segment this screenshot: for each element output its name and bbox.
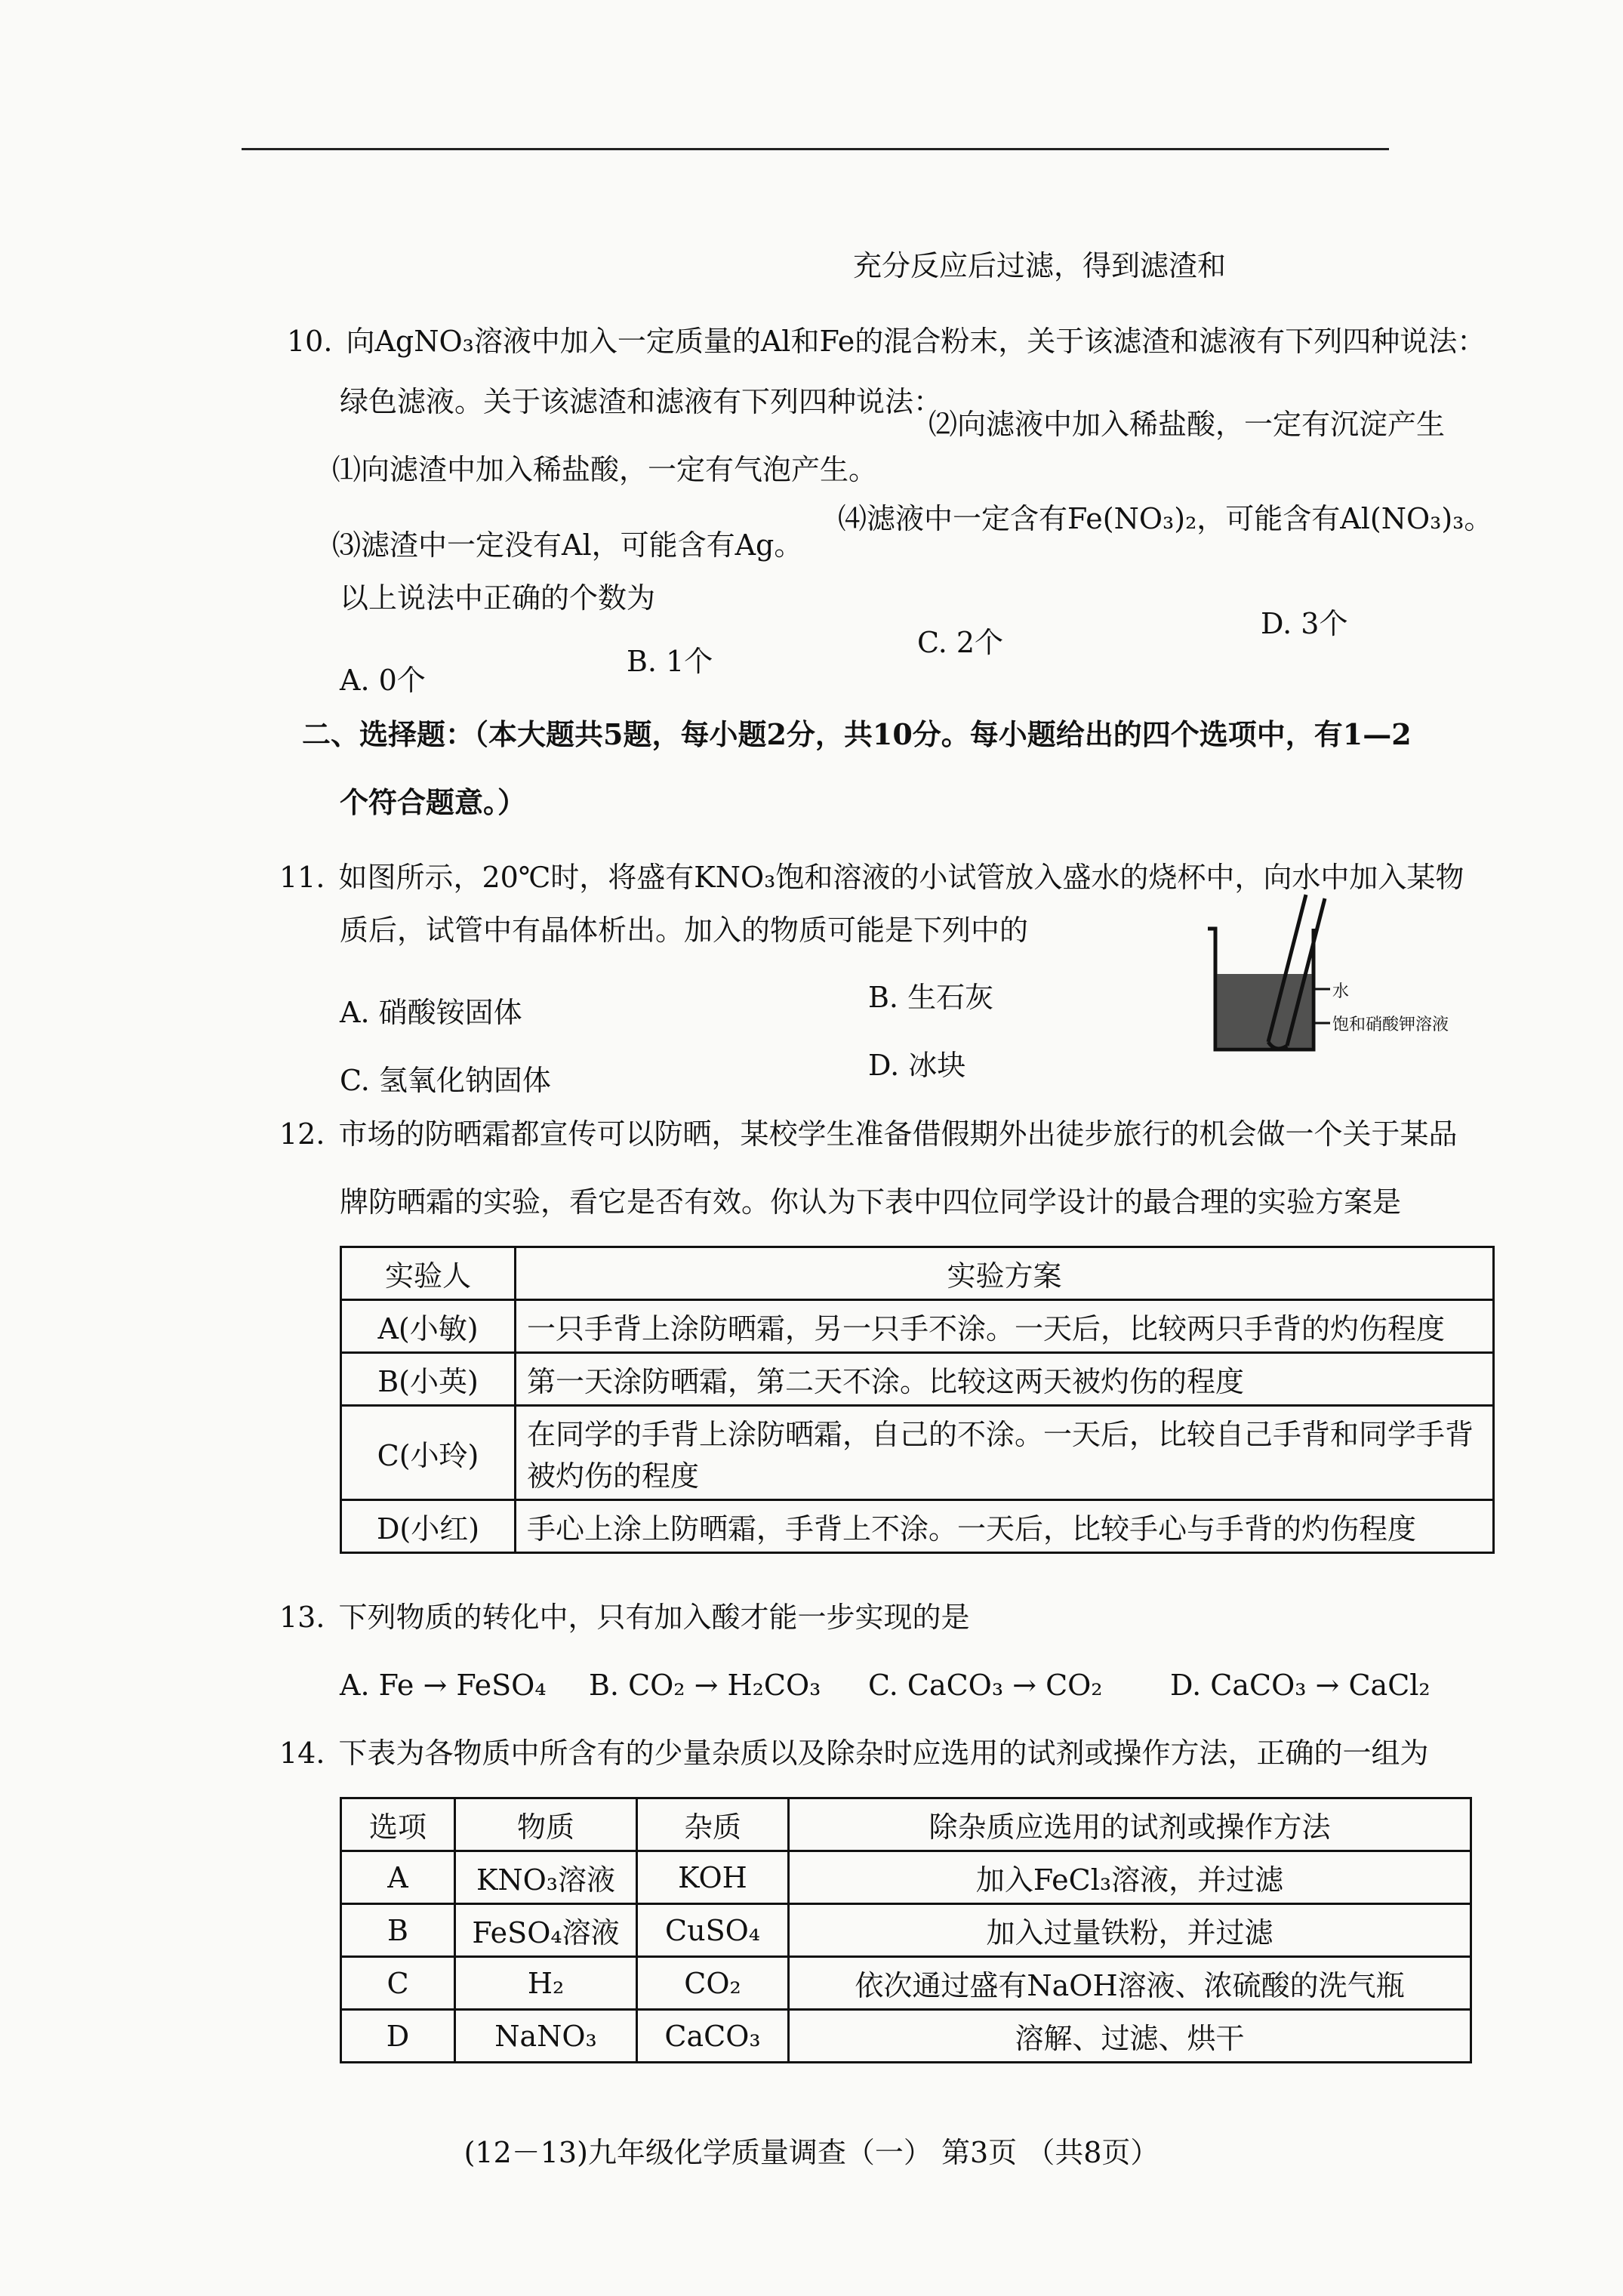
q14-stem [279, 1737, 1428, 1771]
beaker-test-tube-figure [1200, 891, 1351, 1065]
q13-number: 13. [279, 1601, 325, 1634]
row-substance: FeSO₄溶液 [455, 1904, 637, 1957]
q13-option-c: C. CaCO₃ → CO₂ [868, 1669, 1103, 1702]
q11-line1: 如图所示，20℃时，将盛有KNO₃饱和溶液的小试管放入盛水的烧杯中，向水中加入某物 [338, 861, 1464, 894]
q10-statement-3: ⑶滤渣中一定没有Al，可能含有Ag。 [332, 529, 803, 562]
q14-impurity-table [340, 1797, 1472, 2063]
row-experimenter: A(小敏) [341, 1300, 516, 1353]
q14-number: 14. [279, 1737, 325, 1770]
top-rule [242, 148, 1389, 150]
q14-line1: 下表为各物质中所含有的少量杂质以及除杂时应选用的试剂或操作方法，正确的一组为 [338, 1737, 1429, 1770]
row-plan: 一只手背上涂防晒霜，另一只手不涂。一天后，比较两只手背的灼伤程度 [516, 1300, 1494, 1353]
q11-option-d: D. 冰块 [868, 1049, 966, 1082]
q13-option-d: D. CaCO₃ → CaCl₂ [1170, 1669, 1431, 1702]
table-row [341, 1300, 1494, 1353]
row-method: 溶解、过滤、烘干 [789, 2010, 1471, 2063]
header-method: 除杂质应选用的试剂或操作方法 [789, 1798, 1471, 1851]
section2-heading-cont: 个符合题意。） [340, 785, 527, 819]
row-option: D [341, 2010, 455, 2063]
header-substance: 物质 [455, 1798, 637, 1851]
q10-question: 以上说法中正确的个数为 [340, 581, 656, 615]
row-experimenter: B(小英) [341, 1353, 516, 1406]
q11-option-c: C. 氢氧化钠固体 [340, 1064, 551, 1097]
header-option: 选项 [341, 1798, 455, 1851]
row-impurity: KOH [637, 1851, 789, 1904]
q10-line2: 绿色滤液。关于该滤渣和滤液有下列四种说法： [340, 385, 943, 418]
q11-option-b: B. 生石灰 [868, 981, 994, 1014]
q13-line1: 下列物质的转化中，只有加入酸才能一步实现的是 [338, 1601, 970, 1634]
table-header-row [341, 1798, 1471, 1851]
row-substance: NaNO₃ [455, 2010, 637, 2063]
q12-experiment-table [340, 1246, 1495, 1554]
q10-statement-4: ⑷滤液中一定含有Fe(NO₃)₂，可能含有Al(NO₃)₃。 [838, 502, 1493, 535]
q10-line-end: 充分反应后过滤，得到滤渣和 [853, 249, 1227, 282]
q10-option-c: C. 2个 [917, 626, 1004, 659]
table-row [341, 2010, 1471, 2063]
row-plan: 第一天涂防晒霜，第二天不涂。比较这两天被灼伤的程度 [516, 1353, 1494, 1406]
section2-heading: 二、选择题：（本大题共5题，每小题2分，共10分。每小题给出的四个选项中，有1—2 [302, 717, 1412, 751]
table-row [341, 1353, 1494, 1406]
q11-option-a: A. 硝酸铵固体 [340, 996, 522, 1029]
row-experimenter: C(小玲) [341, 1406, 516, 1500]
row-method: 加入过量铁粉，并过滤 [789, 1904, 1471, 1957]
header-experimenter: 实验人 [341, 1247, 516, 1300]
table-row [341, 1957, 1471, 2010]
q11-number: 11. [279, 861, 325, 894]
table-row [341, 1500, 1494, 1553]
q10-option-a: A. 0个 [340, 664, 426, 697]
row-plan: 在同学的手背上涂防晒霜，自己的不涂。一天后，比较自己手背和同学手背被灼伤的程度 [516, 1406, 1494, 1500]
q10-option-d: D. 3个 [1261, 607, 1348, 640]
row-substance: H₂ [455, 1957, 637, 2010]
table-header-row [341, 1247, 1494, 1300]
q12-line2: 牌防晒霜的实验，看它是否有效。你认为下表中四位同学设计的最合理的实验方案是 [340, 1185, 1402, 1219]
row-experimenter: D(小红) [341, 1500, 516, 1553]
row-plan: 手心上涂上防晒霜，手背上不涂。一天后，比较手心与手背的灼伤程度 [516, 1500, 1494, 1553]
q10-stem [287, 325, 1486, 359]
row-substance: KNO₃溶液 [455, 1851, 637, 1904]
q12-number: 12. [279, 1117, 325, 1151]
q13-option-a: A. Fe → FeSO₄ [340, 1669, 547, 1702]
row-option: C [341, 1957, 455, 2010]
table-row [341, 1851, 1471, 1904]
q13-option-b: B. CO₂ → H₂CO₃ [589, 1669, 821, 1702]
q11-stem [279, 861, 1464, 895]
q10-statement-2: ⑵向滤液中加入稀盐酸，一定有沉淀产生 [929, 408, 1446, 441]
q12-line1: 市场的防晒霜都宣传可以防晒，某校学生准备借假期外出徒步旅行的机会做一个关于某品 [338, 1117, 1458, 1151]
figure-label-solution: 饱和硝酸钾溶液 [1332, 1015, 1449, 1034]
row-method: 加入FeCl₃溶液，并过滤 [789, 1851, 1471, 1904]
table-row [341, 1406, 1494, 1500]
header-plan: 实验方案 [516, 1247, 1494, 1300]
table-row [341, 1904, 1471, 1957]
row-impurity: CaCO₃ [637, 2010, 789, 2063]
row-option: B [341, 1904, 455, 1957]
q12-stem [279, 1117, 1457, 1152]
page-footer: (12－13)九年级化学质量调查（一） 第3页 （共8页） [463, 2136, 1160, 2169]
q10-line1: 向AgNO₃溶液中加入一定质量的Al和Fe的混合粉末，关于该滤渣和滤液有下列四种说法： [346, 325, 1486, 358]
header-impurity: 杂质 [637, 1798, 789, 1851]
q13-stem [279, 1601, 969, 1635]
row-method: 依次通过盛有NaOH溶液、浓硫酸的洗气瓶 [789, 1957, 1471, 2010]
row-impurity: CuSO₄ [637, 1904, 789, 1957]
q10-option-b: B. 1个 [627, 645, 713, 678]
q10-statement-1: ⑴向滤渣中加入稀盐酸，一定有气泡产生。 [332, 453, 878, 486]
q11-line2: 质后，试管中有晶体析出。加入的物质可能是下列中的 [340, 914, 1029, 947]
row-option: A [341, 1851, 455, 1904]
figure-label-water: 水 [1332, 982, 1350, 1001]
row-impurity: CO₂ [637, 1957, 789, 2010]
q10-number: 10. [287, 325, 333, 358]
